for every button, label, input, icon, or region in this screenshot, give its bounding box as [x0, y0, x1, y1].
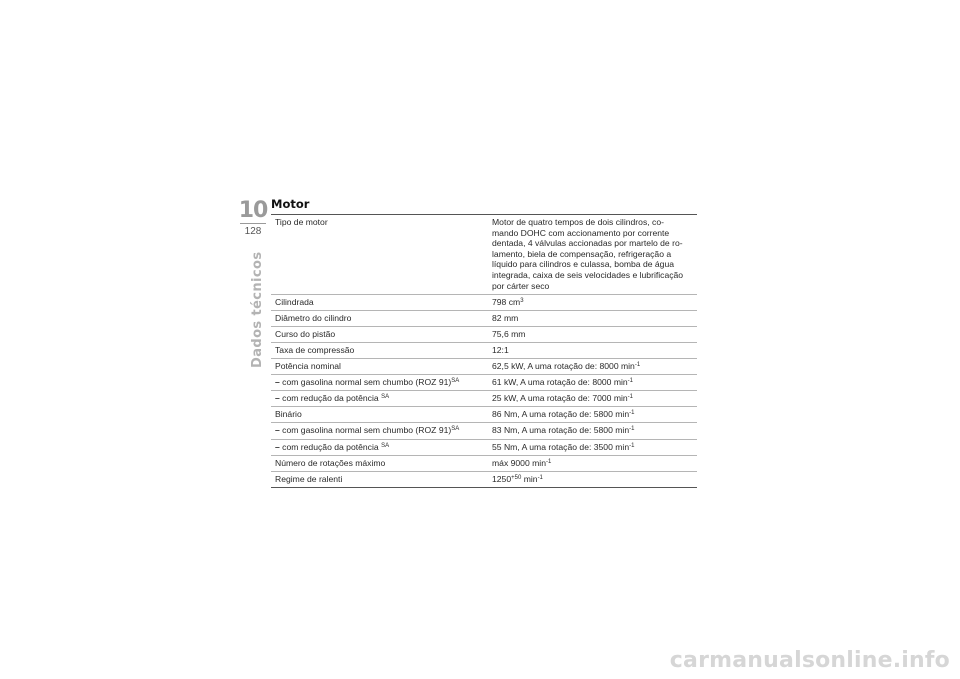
- watermark: carmanualsonline.info: [669, 648, 950, 673]
- spec-label: – com gasolina normal sem chumbo (ROZ 91)$^{SA}$: [275, 377, 460, 388]
- chapter-divider: [240, 223, 266, 224]
- spec-label: Cilindrada: [275, 296, 314, 307]
- spec-value: 12:1: [492, 344, 509, 355]
- spec-value: 62,5 kW, A uma rotação de: 8000 $\min^{-1}$: [492, 361, 641, 372]
- table-row: [271, 342, 697, 358]
- spec-label: Regime de ralenti: [275, 473, 343, 484]
- spec-value: 82 mm: [492, 312, 519, 323]
- spec-value: 25 kW, A uma rotação de: 7000 $\min^{-1}$: [492, 393, 634, 404]
- chapter-side-title: Dados técnicos: [250, 251, 265, 368]
- spec-value: 83 Nm, A uma rotação de: 5800 $\min^{-1}$: [492, 425, 635, 436]
- table-row: [271, 471, 697, 487]
- spec-value-text: Motor de quatro tempos de dois cilindros, co- mando DOHC com accionamento por corrente dentada, 4 válvulas accionadas por martelo de ro- lamento, biela de compensação, refrigeração a líquido para cilindros e culassa, bomba de água integrada, caixa de seis velocidades e lubrificação por cárter seco: [492, 217, 684, 291]
- spec-label: – com redução da potência $^{SA}$: [275, 393, 390, 404]
- table-row: [271, 407, 697, 423]
- spec-label: – com gasolina normal sem chumbo (ROZ 91)$^{SA}$: [275, 425, 460, 436]
- dash-bullet: –: [275, 393, 280, 404]
- table-row: [271, 215, 697, 295]
- table-row: [271, 375, 697, 391]
- table-row: [271, 326, 697, 342]
- spec-value: 55 Nm, A uma rotação de: 3500 $\min^{-1}$: [492, 441, 635, 452]
- spec-label: Tipo de motor: [275, 217, 328, 227]
- spec-value: [484, 215, 697, 295]
- spec-label: Potência nominal: [275, 361, 341, 372]
- table-row: [271, 423, 697, 439]
- spec-value: 61 kW, A uma rotação de: 8000 $\min^{-1}$: [492, 377, 634, 388]
- spec-value: 86 Nm, A uma rotação de: 5800 $\min^{-1}$: [492, 409, 635, 420]
- spec-label: Taxa de compressão: [275, 344, 355, 355]
- chapter-number: 10: [238, 198, 268, 223]
- spec-value: máx 9000 $\min^{-1}$: [492, 457, 552, 468]
- section-title: Motor: [271, 197, 310, 211]
- page-number: 128: [244, 226, 262, 237]
- table-row: [271, 294, 697, 310]
- spec-label: Número de rotações máximo: [275, 457, 386, 468]
- specs-table: [271, 214, 697, 488]
- table-row: [271, 359, 697, 375]
- table-row: [271, 310, 697, 326]
- spec-label: Curso do pistão: [275, 328, 336, 339]
- table-row: [271, 439, 697, 455]
- spec-label: Diâmetro do cilindro: [275, 312, 352, 323]
- spec-label: – com redução da potência $^{SA}$: [275, 441, 390, 452]
- spec-value: 798 $cm^3$: [492, 296, 524, 307]
- table-row: [271, 391, 697, 407]
- spec-label: Binário: [275, 409, 302, 420]
- dash-bullet: –: [275, 377, 280, 388]
- spec-value: $1250^{+50}$ $\min^{-1}$: [492, 473, 543, 484]
- spec-value: 75,6 mm: [492, 328, 526, 339]
- dash-bullet: –: [275, 425, 280, 436]
- table-row: [271, 455, 697, 471]
- dash-bullet: –: [275, 441, 280, 452]
